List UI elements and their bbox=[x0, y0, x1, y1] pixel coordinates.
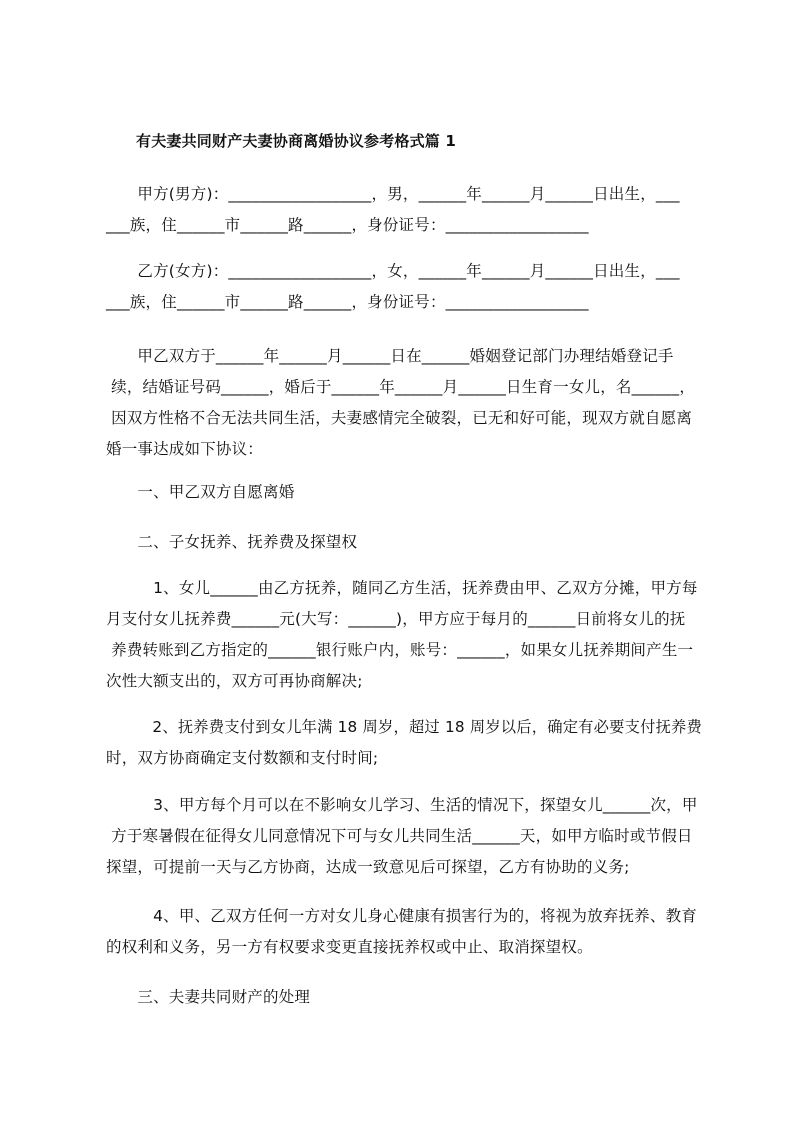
paragraph-line: 续，结婚证号码______，婚后于______年______月______日生育一女儿，名______， bbox=[106, 378, 696, 396]
paragraph-line: 时，双方协商确定支付数额和支付时间; bbox=[106, 749, 379, 767]
paragraph-line: 的权利和义务，另一方有权要求变更直接抚养权或中止、取消探望权。 bbox=[106, 938, 593, 956]
paragraph-line: 甲方(男方)：__________________，男，______年______月______日出生，___ bbox=[106, 185, 680, 203]
document-title: 有夫妻共同财产夫妻协商离婚协议参考格式篇 1 bbox=[136, 132, 457, 150]
paragraph-line: 月支付女儿抚养费______元(大写：______)，甲方应于每月的______日前将女儿的抚 bbox=[106, 610, 686, 628]
paragraph-line: 养费转账到乙方指定的______银行账户内，账号：______，如果女儿抚养期间产生一 bbox=[106, 641, 694, 659]
paragraph-line: 二、子女抚养、抚养费及探望权 bbox=[106, 533, 358, 551]
paragraph-line: 乙方(女方)：__________________，女，______年______月______日出生，___ bbox=[106, 262, 680, 280]
paragraph-line: 三、夫妻共同财产的处理 bbox=[106, 988, 311, 1006]
paragraph-line: 探望，可提前一天与乙方协商，达成一致意见后可探望，乙方有协助的义务; bbox=[106, 858, 630, 876]
paragraph-line: 4、甲、乙双方任何一方对女儿身心健康有损害行为的，将视为放弃抚养、教育 bbox=[106, 907, 697, 925]
paragraph-line: 2、抚养费支付到女儿年满 18 周岁，超过 18 周岁以后，确定有必要支付抚养费 bbox=[106, 718, 702, 736]
paragraph-line: 方于寒暑假在征得女儿同意情况下可与女儿共同生活______天，如甲方临时或节假日 bbox=[106, 827, 693, 845]
paragraph-line: ___族，住______市______路______，身份证号：__________________ bbox=[106, 216, 589, 234]
paragraph-line: 甲乙双方于______年______月______日在______婚姻登记部门办理结婚登记手 bbox=[106, 347, 674, 365]
paragraph-line: ___族，住______市______路______，身份证号：__________________ bbox=[106, 293, 589, 311]
paragraph-line: 因双方性格不合无法共同生活，夫妻感情完全破裂，已无和好可能，现双方就自愿离 bbox=[106, 409, 693, 427]
paragraph-line: 3、甲方每个月可以在不影响女儿学习、生活的情况下，探望女儿______次，甲 bbox=[106, 796, 698, 814]
paragraph-line: 婚一事达成如下协议： bbox=[106, 440, 264, 458]
paragraph-line: 一、甲乙双方自愿离婚 bbox=[106, 483, 295, 501]
paragraph-line: 1、女儿______由乙方抚养，随同乙方生活，抚养费由甲、乙双方分摊，甲方每 bbox=[106, 579, 698, 597]
paragraph-line: 次性大额支出的，双方可再协商解决; bbox=[106, 672, 363, 690]
